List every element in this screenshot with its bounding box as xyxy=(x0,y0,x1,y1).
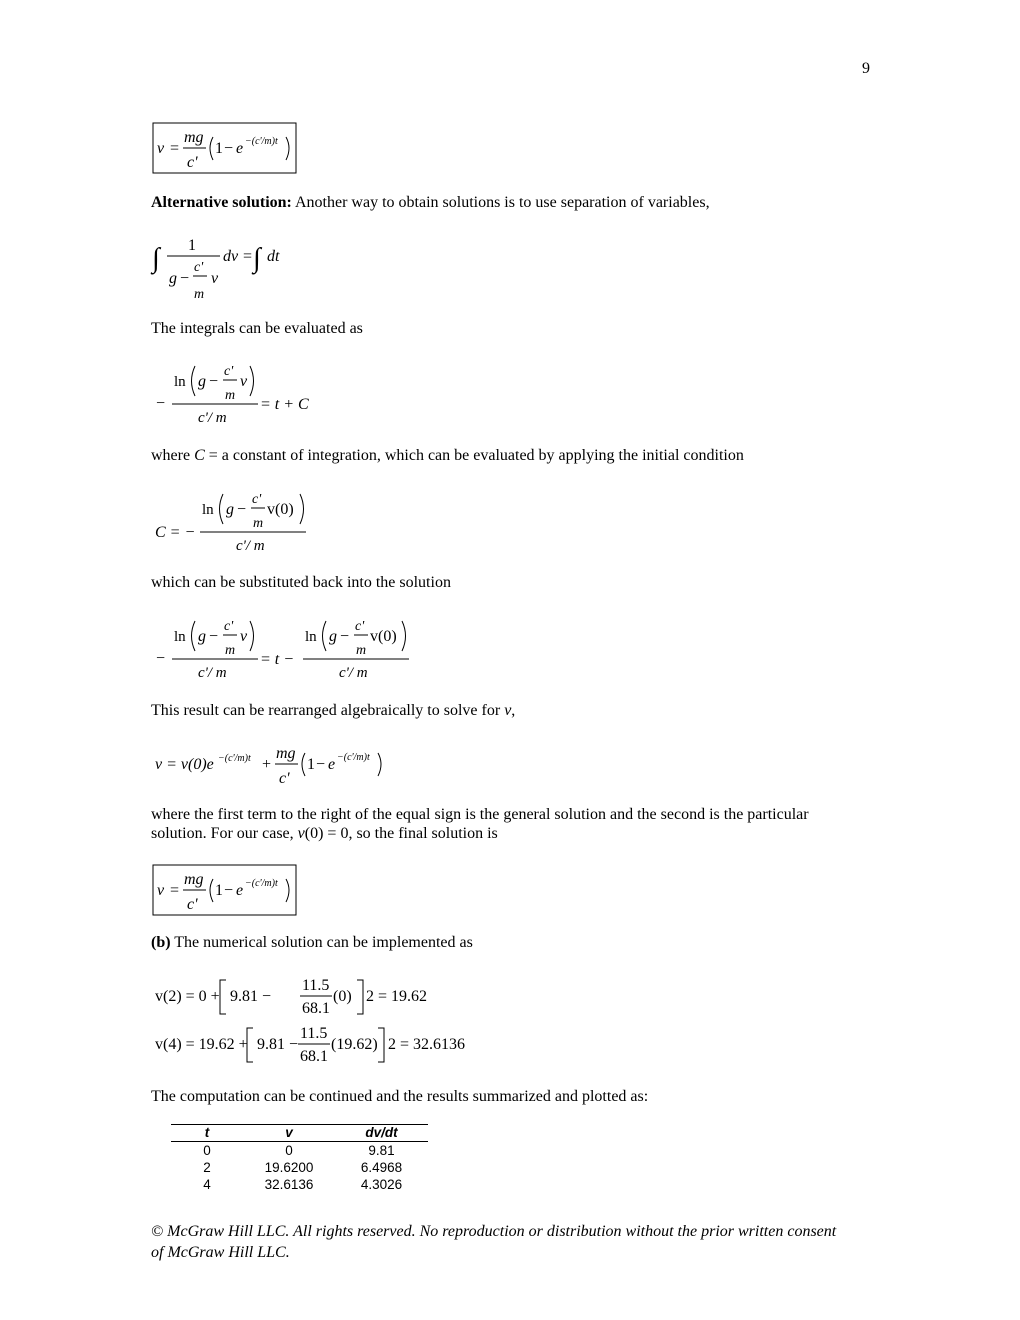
results-table xyxy=(171,1124,428,1193)
svg-text:c'/ m: c'/ m xyxy=(236,538,265,554)
svg-text:=: = xyxy=(170,140,180,157)
svg-text:m: m xyxy=(225,388,236,403)
table-cell: 19.6200 xyxy=(264,1160,314,1175)
svg-text:ln: ln xyxy=(202,502,214,518)
svg-text:c': c' xyxy=(355,619,365,634)
svg-text:m: m xyxy=(194,287,205,302)
table-row xyxy=(171,1159,428,1176)
svg-text:v: v xyxy=(211,270,219,287)
svg-text:=: = xyxy=(243,248,253,265)
svg-text:mg: mg xyxy=(276,745,296,762)
column-header-v: v xyxy=(285,1125,293,1140)
svg-text:1: 1 xyxy=(215,140,223,157)
svg-text:2 = 19.62: 2 = 19.62 xyxy=(366,988,428,1005)
copyright-footer xyxy=(151,1221,881,1263)
boxed-equation-final xyxy=(150,862,300,918)
svg-text:c'/ m: c'/ m xyxy=(198,410,227,426)
svg-text:∫: ∫ xyxy=(253,243,261,274)
svg-text:−: − xyxy=(224,140,234,157)
alternative-solution-text: Another way to obtain solutions is to use separation of variables, xyxy=(291,194,710,211)
copyright-line-2: of McGraw Hill LLC. xyxy=(151,1244,290,1261)
svg-text:∫: ∫ xyxy=(152,243,160,274)
svg-text:e: e xyxy=(236,882,244,899)
svg-text:−(c'/m)t: −(c'/m)t xyxy=(245,878,278,889)
substituted-equation xyxy=(150,611,420,686)
table-cell: 2 xyxy=(203,1160,211,1175)
svg-text:C = −: C = − xyxy=(155,524,196,541)
integrated-equation xyxy=(150,356,320,431)
svg-text:m: m xyxy=(225,643,236,658)
svg-text:−: − xyxy=(180,270,190,287)
table-row xyxy=(171,1176,428,1193)
svg-text:−(c'/m)t: −(c'/m)t xyxy=(218,753,251,764)
column-header-t: t xyxy=(204,1125,210,1140)
svg-text:+: + xyxy=(262,756,272,773)
svg-text:11.5: 11.5 xyxy=(300,1025,328,1042)
svg-text:c': c' xyxy=(279,770,290,787)
table-cell: 6.4968 xyxy=(360,1160,403,1175)
alternative-solution-label: Alternative solution: xyxy=(151,194,292,211)
svg-text:c': c' xyxy=(187,154,198,171)
svg-text:m: m xyxy=(253,516,264,531)
svg-text:c': c' xyxy=(187,896,198,913)
svg-text:dv: dv xyxy=(223,248,239,265)
svg-text:c': c' xyxy=(252,492,262,507)
integrals-text: The integrals can be evaluated as xyxy=(151,320,363,337)
copyright-line-1: © McGraw Hill LLC. All rights reserved. No reproduction or distribution without the prior written consent xyxy=(151,1223,837,1240)
svg-text:9.81 −: 9.81 − xyxy=(230,988,272,1005)
alternative-solution-paragraph xyxy=(151,193,710,212)
svg-text:68.1: 68.1 xyxy=(302,1000,330,1017)
svg-text:v(4) = 19.62 +: v(4) = 19.62 + xyxy=(155,1036,248,1053)
svg-text:= t + C: = t + C xyxy=(260,396,309,413)
svg-text:g: g xyxy=(169,270,177,287)
separation-of-variables-equation xyxy=(150,230,290,305)
svg-text:v: v xyxy=(157,140,165,157)
svg-text:dt: dt xyxy=(267,248,280,265)
svg-text:= t −: = t − xyxy=(260,651,295,668)
svg-text:v = v(0)e: v = v(0)e xyxy=(155,756,214,773)
svg-text:1: 1 xyxy=(188,237,196,254)
part-b-paragraph: (b) The numerical solution can be implemented as xyxy=(151,934,473,951)
svg-text:c'/ m: c'/ m xyxy=(339,665,368,681)
svg-text:g: g xyxy=(226,501,234,518)
part-b-label: (b) xyxy=(151,934,171,951)
svg-text:−(c'/m)t: −(c'/m)t xyxy=(337,752,370,763)
svg-text:g: g xyxy=(198,628,206,645)
svg-text:−: − xyxy=(209,628,219,645)
page-number: 9 xyxy=(862,60,870,77)
general-solution-equation xyxy=(150,738,400,790)
svg-text:c': c' xyxy=(224,619,234,634)
table-cell: 0 xyxy=(285,1143,293,1158)
svg-text:v: v xyxy=(240,373,248,390)
constant-symbol: C xyxy=(194,447,205,464)
svg-text:68.1: 68.1 xyxy=(300,1048,328,1065)
numerical-solution-equations xyxy=(150,968,490,1068)
constant-of-integration-text: where C = a constant of integration, which can be evaluated by applying the initial condition xyxy=(151,447,744,464)
svg-text:2 = 32.6136: 2 = 32.6136 xyxy=(388,1036,466,1053)
svg-text:11.5: 11.5 xyxy=(302,977,330,994)
svg-text:g: g xyxy=(329,628,337,645)
table-cell: 0 xyxy=(203,1143,211,1158)
svg-text:v(0): v(0) xyxy=(267,501,294,518)
svg-text:e: e xyxy=(328,756,336,773)
rearranged-text: This result can be rearranged algebraically to solve for v, xyxy=(151,702,516,719)
general-solution-text-line2: solution. For our case, v(0) = 0, so the final solution is xyxy=(151,825,498,842)
general-solution-text-line1: where the first term to the right of the equal sign is the general solution and the second is the particular xyxy=(151,806,809,823)
svg-text:e: e xyxy=(236,140,244,157)
svg-text:−(c'/m)t: −(c'/m)t xyxy=(245,136,278,147)
svg-text:−: − xyxy=(224,882,234,899)
svg-text:ln: ln xyxy=(174,374,186,390)
constant-equation xyxy=(150,484,320,559)
svg-text:−: − xyxy=(156,395,166,412)
svg-text:−: − xyxy=(316,756,326,773)
svg-text:mg: mg xyxy=(184,129,204,146)
table-header-row xyxy=(171,1124,428,1142)
table-cell: 9.81 xyxy=(368,1143,395,1158)
svg-text:−: − xyxy=(237,501,247,518)
svg-text:v: v xyxy=(157,882,165,899)
svg-text:−: − xyxy=(340,628,350,645)
svg-text:−: − xyxy=(209,373,219,390)
table-cell: 4 xyxy=(203,1177,211,1192)
svg-text:c': c' xyxy=(194,260,204,275)
svg-text:1: 1 xyxy=(307,756,315,773)
boxed-equation-top xyxy=(150,120,300,176)
column-header-dvdt: dv/dt xyxy=(365,1125,398,1140)
substituted-text: which can be substituted back into the solution xyxy=(151,574,451,591)
svg-text:m: m xyxy=(356,643,367,658)
svg-text:=: = xyxy=(170,882,180,899)
svg-text:c'/ m: c'/ m xyxy=(198,665,227,681)
svg-text:mg: mg xyxy=(184,871,204,888)
svg-text:v: v xyxy=(240,628,248,645)
svg-text:v(0): v(0) xyxy=(370,628,397,645)
svg-text:ln: ln xyxy=(174,629,186,645)
summary-text: The computation can be continued and the results summarized and plotted as: xyxy=(151,1088,649,1105)
table-cell: 4.3026 xyxy=(360,1177,403,1192)
svg-text:ln: ln xyxy=(305,629,317,645)
table-row xyxy=(171,1142,428,1159)
velocity-symbol: v xyxy=(504,702,512,719)
svg-text:g: g xyxy=(198,373,206,390)
svg-text:1: 1 xyxy=(215,882,223,899)
svg-text:c': c' xyxy=(224,364,234,379)
svg-text:v(2) = 0 +: v(2) = 0 + xyxy=(155,988,220,1005)
svg-text:(0): (0) xyxy=(333,988,352,1005)
svg-text:(19.62): (19.62) xyxy=(331,1036,378,1053)
svg-text:9.81 −: 9.81 − xyxy=(257,1036,299,1053)
table-cell: 32.6136 xyxy=(264,1177,314,1192)
svg-text:−: − xyxy=(156,650,166,667)
